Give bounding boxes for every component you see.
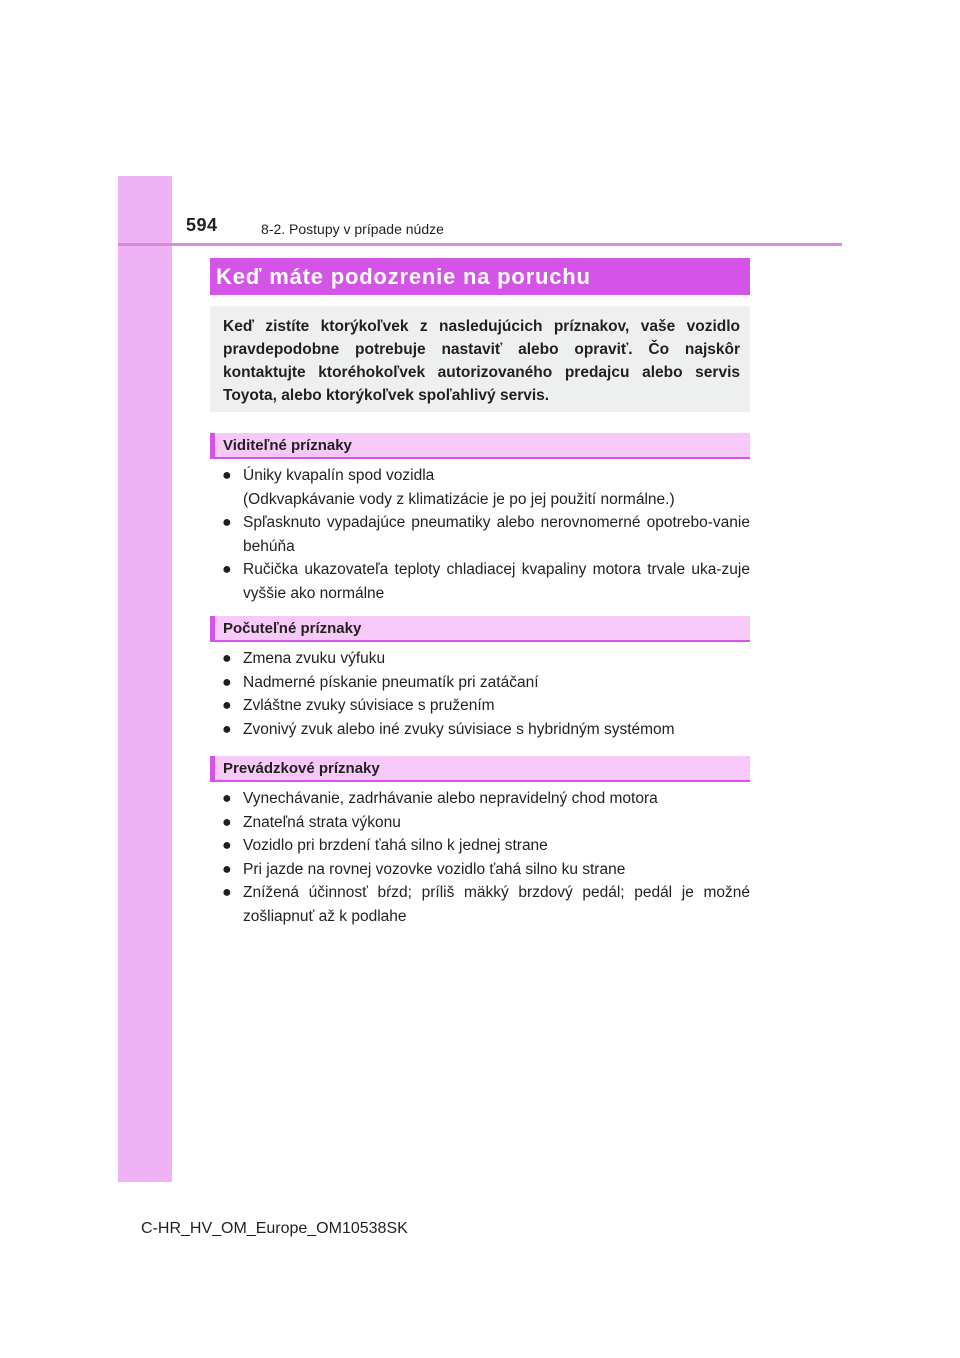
list-item-text: Vozidlo pri brzdení ťahá silno k jednej strane xyxy=(243,837,548,854)
bullet-icon: ● xyxy=(222,860,232,878)
list-item xyxy=(222,694,750,718)
list-item xyxy=(222,464,750,511)
list-item-text: Ručička ukazovateľa teploty chladiacej kvapaliny motora trvale uka-zuje vyššie ako normálne xyxy=(243,561,750,602)
list-item-text: Vynechávanie, zadrhávanie alebo nepravidelný chod motora xyxy=(243,790,658,807)
list-item xyxy=(222,858,750,882)
list-item xyxy=(222,558,750,605)
bullet-icon: ● xyxy=(222,837,232,854)
list-item xyxy=(222,671,750,695)
list-item-text: Pri jazde na rovnej vozovke vozidlo ťahá silno ku strane xyxy=(243,860,626,878)
page-title: Keď máte podozrenie na poruchu xyxy=(210,258,750,295)
bullet-icon: ● xyxy=(222,561,232,578)
bullet-icon: ● xyxy=(222,467,232,484)
chapter-side-tab xyxy=(118,176,172,1182)
document-code-footer: C-HR_HV_OM_Europe_OM10538SK xyxy=(141,1220,408,1237)
section-heading-operational-symptoms: Prevádzkové príznaky xyxy=(210,756,750,782)
intro-notice: Keď zistíte ktorýkoľvek z nasledujúcich príznakov, vaše vozidlo pravdepodobne potrebuje nastaviť alebo opraviť. Čo najskôr kontaktujte ktoréhokoľvek autorizovaného predajcu alebo servis Toyota, alebo ktorýkoľvek spoľahlivý servis. xyxy=(210,306,750,412)
list-item-text: Úniky kvapalín spod vozidla xyxy=(243,467,435,484)
bullet-icon: ● xyxy=(222,813,232,831)
list-item xyxy=(222,881,750,928)
list-item xyxy=(222,647,750,671)
bullet-icon: ● xyxy=(222,697,232,714)
list-item-text: Znateľná strata výkonu xyxy=(243,813,401,831)
page-number: 594 xyxy=(186,215,218,235)
list-item-text: Nadmerné pískanie pneumatík pri zatáčaní xyxy=(243,673,539,691)
section-breadcrumb: 8-2. Postupy v prípade núdze xyxy=(261,221,444,237)
bullet-icon: ● xyxy=(222,650,232,667)
audible-symptoms-list xyxy=(222,647,750,741)
list-item-note: (Odkvapkávanie vody z klimatizácie je po jej použití normálne.) xyxy=(243,490,675,508)
bullet-icon: ● xyxy=(222,514,232,531)
header-divider xyxy=(118,243,842,246)
bullet-icon: ● xyxy=(222,720,232,738)
list-item-text: Zvláštne zvuky súvisiace s pružením xyxy=(243,697,495,714)
visible-symptoms-list xyxy=(222,464,750,605)
list-item xyxy=(222,834,750,858)
list-item xyxy=(222,787,750,811)
list-item xyxy=(222,511,750,558)
list-item-text: Spľasknuto vypadajúce pneumatiky alebo nerovnomerné opotrebo-vanie behúňa xyxy=(243,514,750,555)
list-item-text: Zvonivý zvuk alebo iné zvuky súvisiace s hybridným systémom xyxy=(243,720,675,738)
section-heading-audible-symptoms: Počuteľné príznaky xyxy=(210,616,750,642)
list-item-text: Znížená účinnosť bŕzd; príliš mäkký brzdový pedál; pedál je možné zošliapnuť až k podlahe xyxy=(243,884,750,925)
bullet-icon: ● xyxy=(222,673,232,691)
section-heading-visible-symptoms: Viditeľné príznaky xyxy=(210,433,750,459)
bullet-icon: ● xyxy=(222,790,232,807)
list-item-text: Zmena zvuku výfuku xyxy=(243,650,386,667)
operational-symptoms-list xyxy=(222,787,750,928)
bullet-icon: ● xyxy=(222,884,232,901)
list-item xyxy=(222,718,750,742)
list-item xyxy=(222,811,750,835)
